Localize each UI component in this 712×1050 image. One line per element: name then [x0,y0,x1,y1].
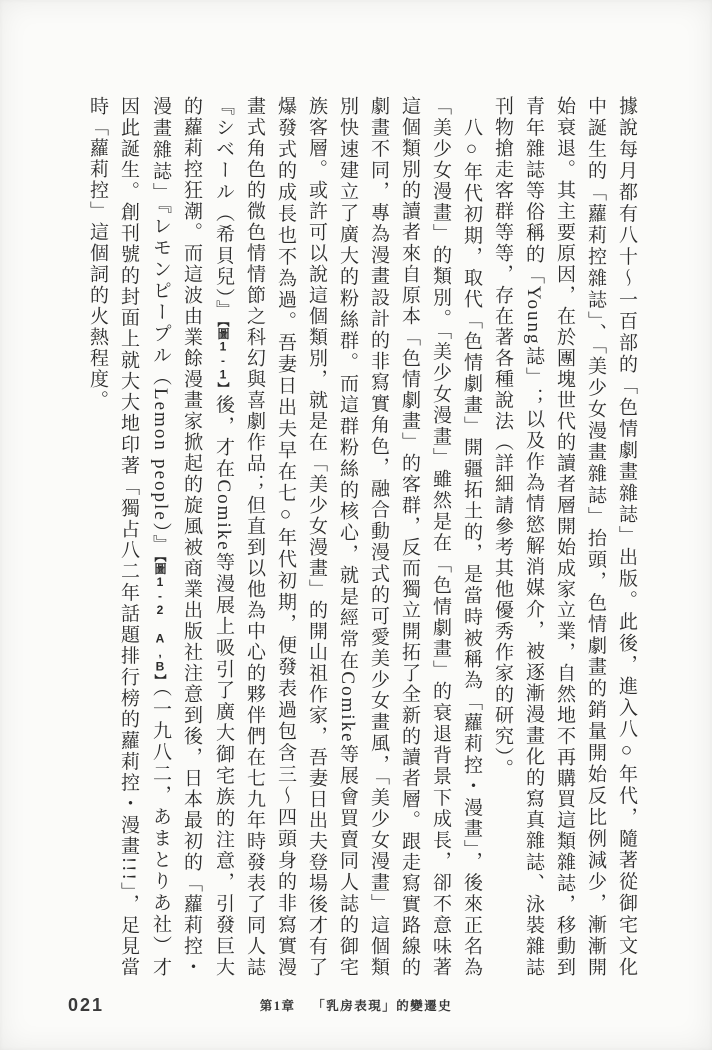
text-segment: 後，才在Comike等漫展上吸引了廣大御宅族的注意，引發巨大的蘿莉控狂潮。而這波由業餘漫畫家掀起的旋風被商業出版社注意到後，日本最初的「蘿莉控・漫畫雜誌」『レモンピープル（Lemon people）』 [150,96,234,979]
page-footer [0,994,712,1016]
paragraph [487,96,642,978]
running-footer [0,996,712,1014]
paragraph [82,96,487,978]
figure-reference: 【圖1-1】 [216,320,230,395]
figure-reference: 【圖1-2 A,B】 [153,555,167,687]
text-segment: （一九八二，あまとりあ社）才因此誕生。創刊號的封面上就大大地印著「獨占八二年話題排行榜的蘿莉控・漫畫!!!」，足見當時「蘿莉控」這個詞的火熱程度。 [87,96,171,979]
text-segment: 八○年代初期，取代「色情劇畫」開疆拓土的，是當時被稱為「蘿莉控・漫畫」，後來正名為「美少女漫畫」的類別。「美少女漫畫」雖然是在「色情劇畫」的衰退背景下成長，卻不意味著這個類別的讀者來自原本「色情劇畫」的客群，反而獨立開拓了全新的讀者層。跟走寫實路線的劇畫不同，專為漫畫設計的非寫實角色，融合動漫式的可愛美少女畫風，「美少女漫畫」這個類別快速建立了廣大的粉絲群。而這群粉絲的核心，就是經常在Comike等展會買賣同人誌的御宅族客層。或許可以說這個類別，就是在「美少女漫畫」的開山祖作家，吾妻日出夫登場後才有了爆發式的成長也不為過。吾妻日出夫早在七○年代初期，便發表過包含三～四頭身的非寫實漫畫式角色的微色情情節之科幻與喜劇作品；但直到以他為中心的夥伴們在七九年時發表了同人誌『シベール（希貝兒）』 [213,96,482,978]
page-number: 021 [68,995,105,1015]
body-text [82,96,642,978]
chapter-label: 第1章 [259,999,296,1013]
text-segment: 據說每月都有八十～一百部的「色情劇畫雜誌」出版。此後，進入八○年代，隨著從御宅文化中誕生的「蘿莉控雜誌」、「美少女漫畫雜誌」抬頭，色情劇畫的銷量開始反比例減少，漸漸開始衰退。其主要原因，在於團塊世代的讀者層開始成家立業，自然地不再購買這類雜誌，移動到青年雜誌等俗稱的「Young誌」；以及作為情慾解消媒介，被逐漸漫畫化的寫真雜誌、泳裝雜誌刊物搶走客群等等，存在著各種說法（詳細請參考其他優秀作家的研究）。 [492,96,637,978]
chapter-title: 「乳房表現」的變遷史 [312,999,453,1013]
